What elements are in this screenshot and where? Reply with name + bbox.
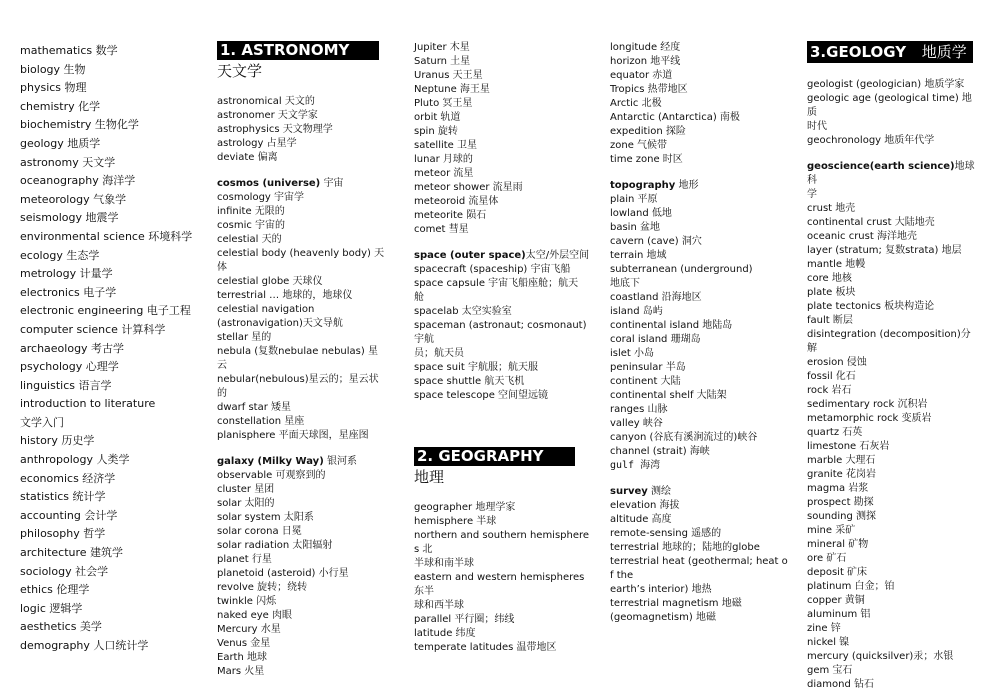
- list-item: twinkle 闪烁: [217, 596, 277, 607]
- list-item: canyon (谷底有溪涧流过的)峡谷: [610, 432, 758, 443]
- list-item: remote-sensing 遥感的: [610, 528, 722, 539]
- list-item: geochronology 地质年代学: [807, 135, 935, 146]
- list-item: time zone 时区: [610, 154, 683, 165]
- list-item: 员；航天员: [414, 348, 464, 359]
- subheading-galaxy-en: galaxy (Milky Way): [217, 456, 324, 467]
- list-item: ore 矿石: [807, 553, 847, 564]
- list-item: cluster 星团: [217, 484, 275, 495]
- subheading-survey-zh: 测绘: [651, 486, 672, 497]
- list-item: astronomer 天文学家: [217, 110, 318, 121]
- list-item: cavern (cave) 洞穴: [610, 236, 702, 247]
- list-item: mercury (quicksilver)汞；水银: [807, 651, 954, 662]
- list-item: architecture 建筑学: [20, 546, 124, 560]
- subheading-galaxy: [217, 455, 385, 469]
- list-item: history 历史学: [20, 434, 95, 448]
- list-item: zone 气候带: [610, 140, 668, 151]
- list-item: geographer 地理学家: [414, 502, 516, 513]
- list-item: cosmology 宇宙学: [217, 192, 305, 203]
- list-item: lunar 月球的: [414, 154, 473, 165]
- subheading-topography: [610, 179, 788, 193]
- subheading-topography-en: topography: [610, 180, 676, 191]
- list-item: plate tectonics 板块构造论: [807, 301, 935, 312]
- list-item: zine 锌: [807, 623, 841, 634]
- list-item: 球和西半球: [414, 600, 464, 611]
- list-item: lowland 低地: [610, 208, 672, 219]
- list-item: archaeology 考古学: [20, 341, 125, 355]
- list-item: channel (strait) 海峡: [610, 446, 710, 457]
- list-item: marble 大理石: [807, 455, 876, 466]
- list-item: aesthetics 美学: [20, 620, 102, 634]
- section-title-geology-zh: 地质学: [921, 43, 967, 61]
- list-item: parallel 平行圈；纬线: [414, 614, 515, 625]
- list-item: basin 盆地: [610, 222, 660, 233]
- list-item: cosmic 宇宙的: [217, 220, 286, 231]
- list-item: Mars 火星: [217, 666, 265, 677]
- planets-geography-column: [414, 41, 590, 655]
- subheading-geoscience-zh: 地球科: [807, 161, 975, 186]
- subheading-galaxy-zh: 银河系: [326, 456, 357, 467]
- list-item: mathematics 数学: [20, 44, 118, 57]
- list-item: nebular(nebulous)星云的；星云状的: [217, 374, 379, 399]
- list-item: ethics 伦理学: [20, 583, 90, 597]
- section-title-geology: [807, 41, 973, 63]
- list-item: physics 物理: [20, 81, 87, 95]
- subjects-column: [20, 42, 200, 656]
- list-item: plain 平原: [610, 194, 658, 205]
- list-item: biochemistry 生物化学: [20, 118, 139, 132]
- list-item: Jupiter 木星: [414, 42, 470, 53]
- list-item: terrestrial heat (geothermal; heat of the: [610, 556, 788, 581]
- list-item: 半球和南半球: [414, 558, 474, 569]
- list-item: disintegration (decomposition)分解: [807, 329, 971, 354]
- list-item: 学: [807, 189, 817, 200]
- list-item: astrology 占星学: [217, 138, 297, 149]
- list-item: 体: [217, 262, 227, 273]
- subheading-geoscience-en: geoscience(earth science): [807, 161, 955, 172]
- list-item: sedimentary rock 沉积岩: [807, 399, 928, 410]
- list-item: equator 赤道: [610, 70, 673, 81]
- section-title-geology-en: 3.GEOLOGY: [810, 43, 907, 61]
- list-item: Arctic 北极: [610, 98, 662, 109]
- list-item: revolve 旋转；绕转: [217, 582, 308, 593]
- list-item: space telescope 空间望远镜: [414, 390, 549, 401]
- list-item: sociology 社会学: [20, 564, 109, 578]
- list-item: biology 生物: [20, 62, 86, 76]
- list-item: space suit 宇航服；航天服: [414, 362, 538, 373]
- subheading-survey-en: survey: [610, 486, 648, 497]
- list-item: solar radiation 太阳辐射: [217, 540, 333, 551]
- list-item: earth’s interior) 地热: [610, 584, 712, 595]
- list-item: ecology 生态学: [20, 248, 100, 262]
- list-item: island 岛屿: [610, 306, 663, 317]
- list-item: planetoid (asteroid) 小行星: [217, 568, 349, 579]
- list-item: plate 板块: [807, 287, 856, 298]
- list-item: northern and southern hemispheres 北: [414, 530, 590, 555]
- list-item: mantle 地幔: [807, 259, 866, 270]
- subheading-cosmos: [217, 177, 385, 191]
- subheading-space: [414, 249, 590, 263]
- section-subtitle-astronomy: 天文学: [217, 62, 263, 80]
- list-item: mineral 矿物: [807, 539, 869, 550]
- list-item: magma 岩浆: [807, 483, 869, 494]
- list-item: astronomy 天文学: [20, 155, 116, 169]
- list-item: nickel 镍: [807, 637, 850, 648]
- list-item: horizon 地平线: [610, 56, 681, 67]
- list-item: temperate latitudes 温带地区: [414, 642, 557, 653]
- list-item: space capsule 宇宙飞船座舱；航天: [414, 278, 579, 289]
- list-item: astronomical 天文的: [217, 96, 315, 107]
- list-item: meteorite 陨石: [414, 210, 487, 221]
- list-item: core 地核: [807, 273, 852, 284]
- list-item: longitude 经度: [610, 42, 681, 53]
- list-item: astrophysics 天文物理学: [217, 124, 333, 135]
- list-item: naked eye 肉眼: [217, 610, 292, 621]
- list-item: deviate 偏离: [217, 152, 278, 163]
- list-item: solar system 太阳系: [217, 512, 314, 523]
- subheading-space-zh: 太空/外层空间: [525, 250, 590, 261]
- list-item: 时代: [807, 121, 827, 132]
- list-item: demography 人口统计学: [20, 639, 149, 652]
- list-item: geology 地质学: [20, 136, 101, 150]
- list-item: (geomagnetism) 地磁: [610, 612, 716, 623]
- list-item: seismology 地震学: [20, 211, 119, 225]
- list-item: meteor 流星: [414, 168, 474, 179]
- list-item: continental crust 大陆地壳: [807, 217, 935, 228]
- list-item: prospect 勘探: [807, 497, 874, 508]
- astronomy-column: [217, 41, 385, 679]
- list-item: oceanography 海洋学: [20, 174, 136, 188]
- list-item: accounting 会计学: [20, 508, 118, 522]
- list-item: subterranean (underground): [610, 264, 753, 275]
- list-item: fault 断层: [807, 315, 853, 326]
- section-title-astronomy: 1. ASTRONOMY: [217, 41, 379, 60]
- list-item: erosion 侵蚀: [807, 357, 867, 368]
- list-item: diamond 钻石: [807, 679, 874, 690]
- list-item: satellite 卫星: [414, 140, 477, 151]
- subheading-survey: [610, 485, 788, 499]
- list-item: continental island 地陆岛: [610, 320, 733, 331]
- list-item: metrology 计量学: [20, 267, 113, 281]
- list-item: latitude 纬度: [414, 628, 476, 639]
- list-item: crust 地壳: [807, 203, 856, 214]
- list-item: ranges 山脉: [610, 404, 668, 415]
- list-item: linguistics 语言学: [20, 378, 112, 392]
- list-item: 文学入门: [20, 415, 64, 429]
- list-item: terrestrial … 地球的，地球仪: [217, 290, 353, 301]
- list-item: oceanic crust 海洋地壳: [807, 231, 917, 242]
- list-item: dwarf star 矮星: [217, 402, 292, 413]
- list-item: layer (stratum; 复数strata) 地层: [807, 245, 962, 256]
- geography-column: [610, 41, 788, 625]
- list-item: economics 经济学: [20, 471, 116, 485]
- list-item: (astronavigation)天文导航: [217, 318, 343, 329]
- list-item: gem 宝石: [807, 665, 853, 676]
- list-item: continent 大陆: [610, 376, 681, 387]
- list-item: coral island 珊瑚岛: [610, 334, 701, 345]
- list-item: electronic engineering 电子工程: [20, 304, 191, 318]
- list-item: quartz 石英: [807, 427, 863, 438]
- list-item: Uranus 天王星: [414, 70, 483, 81]
- list-item: altitude 高度: [610, 514, 672, 525]
- list-item: Pluto 冥王星: [414, 98, 473, 109]
- list-item: planet 行星: [217, 554, 272, 565]
- list-item: 地底下: [610, 278, 640, 289]
- list-item: space shuttle 航天飞机: [414, 376, 525, 387]
- list-item: coastland 沿海地区: [610, 292, 702, 303]
- list-item: observable 可观察到的: [217, 470, 326, 481]
- list-item: electronics 电子学: [20, 285, 117, 299]
- subheading-geoscience: [807, 160, 979, 188]
- list-item: Mercury 水星: [217, 624, 281, 635]
- list-item: expedition 探险: [610, 126, 686, 137]
- list-item: celestial globe 天球仪: [217, 276, 323, 287]
- list-item: islet 小岛: [610, 348, 655, 359]
- list-item: spaceman (astronaut; cosmonaut) 宇航: [414, 320, 587, 345]
- list-item: meteoroid 流星体: [414, 196, 499, 207]
- list-item: elevation 海拔: [610, 500, 680, 511]
- list-item: constellation 星座: [217, 416, 305, 427]
- geology-column: [807, 41, 979, 692]
- list-item: eastern and western hemispheres 东半: [414, 572, 585, 597]
- list-item: statistics 统计学: [20, 490, 106, 504]
- subheading-topography-zh: 地形: [678, 180, 699, 191]
- list-item: psychology 心理学: [20, 360, 119, 374]
- list-item: terrain 地域: [610, 250, 667, 261]
- list-item: anthropology 人类学: [20, 453, 130, 467]
- list-item: gulf 海湾: [610, 460, 661, 471]
- list-item: stellar 星的: [217, 332, 272, 343]
- list-item: infinite 无限的: [217, 206, 285, 217]
- list-item: aluminum 铝: [807, 609, 871, 620]
- list-item: rock 岩石: [807, 385, 852, 396]
- subheading-cosmos-zh: 宇宙: [323, 178, 344, 189]
- list-item: terrestrial 地球的；陆地的globe: [610, 542, 760, 553]
- list-item: metamorphic rock 变质岩: [807, 413, 932, 424]
- list-item: limestone 石灰岩: [807, 441, 890, 452]
- list-item: continental shelf 大陆架: [610, 390, 727, 401]
- list-item: Venus 金星: [217, 638, 271, 649]
- list-item: orbit 轨道: [414, 112, 461, 123]
- list-item: celestial body (heavenly body) 天: [217, 248, 385, 259]
- list-item: spacelab 太空实验室: [414, 306, 512, 317]
- list-item: chemistry 化学: [20, 99, 101, 113]
- list-item: planisphere 平面天球图，星座图: [217, 430, 369, 441]
- list-item: environmental science 环境科学: [20, 229, 193, 243]
- list-item: valley 峡谷: [610, 418, 663, 429]
- list-item: mine 采矿: [807, 525, 856, 536]
- list-item: copper 黄铜: [807, 595, 865, 606]
- list-item: meteor shower 流星雨: [414, 182, 523, 193]
- list-item: hemisphere 半球: [414, 516, 497, 527]
- list-item: geologist (geologician) 地质学家: [807, 79, 965, 90]
- list-item: philosophy 哲学: [20, 527, 106, 541]
- list-item: Saturn 土星: [414, 56, 471, 67]
- list-item: Earth 地球: [217, 652, 267, 663]
- list-item: celestial 天的: [217, 234, 282, 245]
- list-item: logic 逻辑学: [20, 601, 83, 615]
- list-item: solar corona 日冕: [217, 526, 302, 537]
- list-item: sounding 测探: [807, 511, 876, 522]
- list-item: nebula (复数nebulae nebulas) 星云: [217, 346, 378, 371]
- list-item: Neptune 海王星: [414, 84, 490, 95]
- list-item: terrestrial magnetism 地磁: [610, 598, 742, 609]
- list-item: meteorology 气象学: [20, 192, 127, 206]
- list-item: peninsular 半岛: [610, 362, 686, 373]
- list-item: spin 旋转: [414, 126, 458, 137]
- list-item: celestial navigation: [217, 304, 315, 315]
- list-item: Tropics 热带地区: [610, 84, 688, 95]
- list-item: solar 太阳的: [217, 498, 275, 509]
- subheading-space-en: space (outer space): [414, 250, 526, 261]
- list-item: deposit 矿床: [807, 567, 868, 578]
- section-title-geography: 2. GEOGRAPHY: [414, 447, 575, 466]
- list-item: introduction to literature: [20, 397, 156, 411]
- list-item: fossil 化石: [807, 371, 856, 382]
- list-item: 舱: [414, 292, 424, 303]
- subheading-cosmos-en: cosmos (universe): [217, 178, 321, 189]
- list-item: spacecraft (spaceship) 宇宙飞船: [414, 264, 571, 275]
- list-item: Antarctic (Antarctica) 南极: [610, 112, 740, 123]
- section-subtitle-geography: 地理: [414, 468, 445, 486]
- list-item: granite 花岗岩: [807, 469, 876, 480]
- list-item: comet 彗星: [414, 224, 469, 235]
- list-item: computer science 计算科学: [20, 322, 166, 336]
- list-item: geologic age (geological time) 地质: [807, 93, 972, 118]
- list-item: platinum 白金；铂: [807, 581, 895, 592]
